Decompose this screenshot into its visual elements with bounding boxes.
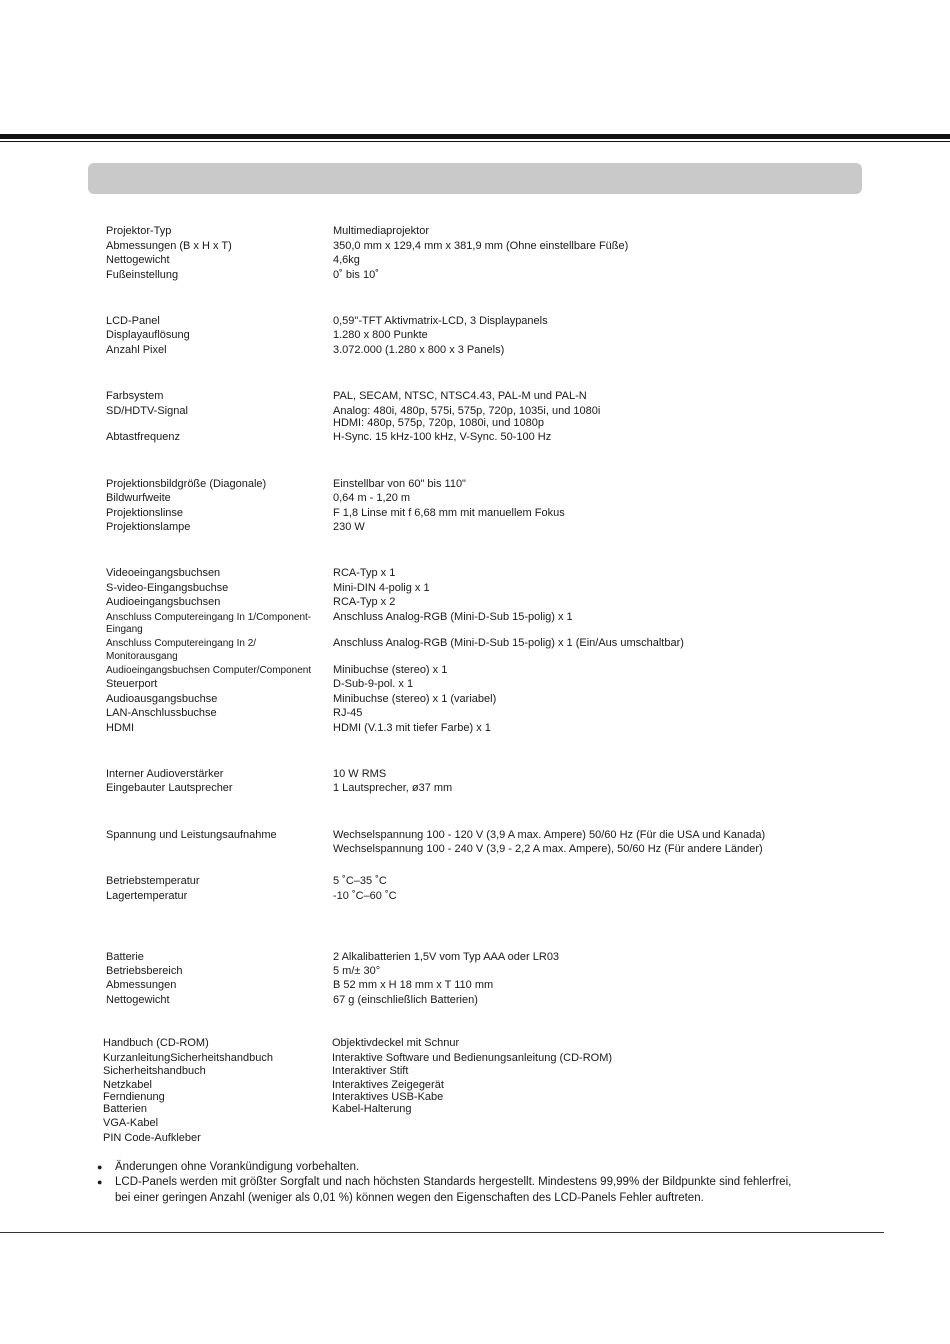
spec-value: 4,6kg xyxy=(333,254,360,266)
spec-value: Einstellbar von 60" bis 110" xyxy=(333,478,466,490)
spec-label: Spannung und Leistungsaufnahme xyxy=(106,829,277,841)
spec-label: Steuerport xyxy=(106,678,158,690)
spec-label: Projektor-Typ xyxy=(106,225,172,237)
spec-value: -10 ˚C–60 ˚C xyxy=(333,890,397,902)
spec-value: B 52 mm x H 18 mm x T 110 mm xyxy=(333,979,494,991)
spec-value: 1 Lautsprecher, ø37 mm xyxy=(333,782,453,794)
spec-value: Mini-DIN 4-polig x 1 xyxy=(333,582,430,594)
spec-label: LAN-Anschlussbuchse xyxy=(106,707,217,719)
spec-value: 5 ˚C–35 ˚C xyxy=(333,875,387,887)
spec-value: 5 m/± 30° xyxy=(333,965,381,977)
spec-value: Multimediaprojektor xyxy=(333,225,429,237)
spec-value: RJ-45 xyxy=(333,707,363,719)
spec-value: 67 g (einschließlich Batterien) xyxy=(333,994,478,1006)
bullet-icon: ● xyxy=(97,1162,103,1172)
spec-label: Abmessungen xyxy=(106,979,177,991)
note-text: LCD-Panels werden mit größter Sorgfalt und nach höchsten Standards hergestellt. Mindestens 99,99% der Bildpunkte sind fehlerfrei, xyxy=(115,1176,792,1188)
accessory-item: Ferndienung xyxy=(103,1091,165,1103)
spec-label: Fußeinstellung xyxy=(106,269,179,281)
top-rule-thin xyxy=(0,141,950,142)
accessory-item: Kabel-Halterung xyxy=(332,1103,412,1115)
spec-value: HDMI: 480p, 575p, 720p, 1080i, und 1080p xyxy=(333,417,544,429)
accessory-item: Netzkabel xyxy=(103,1079,152,1091)
spec-label: Interner Audioverstärker xyxy=(106,768,224,780)
bottom-rule xyxy=(0,1232,884,1233)
section-header-bar xyxy=(88,163,862,194)
spec-value: 230 W xyxy=(333,521,365,533)
spec-value: Analog: 480i, 480p, 575i, 575p, 720p, 1035i, und 1080i xyxy=(333,405,601,417)
spec-value: 0,64 m - 1,20 m xyxy=(333,492,411,504)
top-rule xyxy=(0,134,950,139)
spec-label: Abtastfrequenz xyxy=(106,431,180,443)
spec-label: Audioeingangsbuchsen xyxy=(106,596,221,608)
accessory-item: VGA-Kabel xyxy=(103,1117,159,1129)
accessory-item: Objektivdeckel mit Schnur xyxy=(332,1037,460,1049)
spec-label: Anschluss Computereingang In 2/ xyxy=(106,638,257,649)
spec-value: Anschluss Analog-RGB (Mini-D-Sub 15-polig) x 1 xyxy=(333,611,573,623)
spec-value: Wechselspannung 100 - 240 V (3,9 - 2,2 A max. Ampere), 50/60 Hz (Für andere Länder) xyxy=(333,843,763,855)
spec-value: Anschluss Analog-RGB (Mini-D-Sub 15-polig) x 1 (Ein/Aus umschaltbar) xyxy=(333,637,684,649)
spec-value: D-Sub-9-pol. x 1 xyxy=(333,678,414,690)
note-text: Änderungen ohne Vorankündigung vorbehalten. xyxy=(115,1161,360,1173)
spec-value: 1.280 x 800 Punkte xyxy=(333,329,428,341)
accessory-item: KurzanleitungSicherheitshandbuch xyxy=(103,1052,274,1064)
spec-label: Anzahl Pixel xyxy=(106,344,167,356)
spec-value: H-Sync. 15 kHz-100 kHz, V-Sync. 50-100 Hz xyxy=(333,431,552,443)
spec-value: Minibuchse (stereo) x 1 (variabel) xyxy=(333,693,497,705)
spec-label: HDMI xyxy=(106,722,135,734)
spec-label: Projektionsbildgröße (Diagonale) xyxy=(106,478,267,490)
accessory-item: Interaktives Zeigegerät xyxy=(332,1079,444,1091)
spec-label: SD/HDTV-Signal xyxy=(106,405,188,417)
accessory-item: Interaktiver Stift xyxy=(332,1065,409,1077)
spec-label: Nettogewicht xyxy=(106,254,170,266)
accessory-item: Interaktive Software und Bedienungsanleitung (CD-ROM) xyxy=(332,1052,613,1064)
spec-value: RCA-Typ x 1 xyxy=(333,567,396,579)
spec-label: Bildwurfweite xyxy=(106,492,171,504)
spec-label: Farbsystem xyxy=(106,390,164,402)
spec-value: Minibuchse (stereo) x 1 xyxy=(333,664,448,676)
spec-label: Videoeingangsbuchsen xyxy=(106,567,221,579)
accessory-item: Sicherheitshandbuch xyxy=(103,1065,206,1077)
spec-label: Nettogewicht xyxy=(106,994,170,1006)
spec-label: Displayauflösung xyxy=(106,329,190,341)
spec-label: Eingebauter Lautsprecher xyxy=(106,782,233,794)
note-text: bei einer geringen Anzahl (weniger als 0,01 %) können wegen den Eigenschaften des LCD-Panels Fehler auftreten. xyxy=(115,1192,704,1204)
spec-label: Projektionslinse xyxy=(106,507,184,519)
spec-label: Lagertemperatur xyxy=(106,890,188,902)
spec-label: Audioausgangsbuchse xyxy=(106,693,218,705)
spec-label: Eingang xyxy=(106,624,143,635)
spec-value: 0,59"-TFT Aktivmatrix-LCD, 3 Displaypanels xyxy=(333,315,548,327)
spec-value: F 1,8 Linse mit f 6,68 mm mit manuellem Fokus xyxy=(333,507,565,519)
accessory-item: Batterien xyxy=(103,1103,148,1115)
spec-value: RCA-Typ x 2 xyxy=(333,596,396,608)
spec-label: Batterie xyxy=(106,951,144,963)
spec-label: LCD-Panel xyxy=(106,315,160,327)
spec-label: Projektionslampe xyxy=(106,521,191,533)
spec-value: 350,0 mm x 129,4 mm x 381,9 mm (Ohne einstellbare Füße) xyxy=(333,240,629,252)
spec-label: Monitorausgang xyxy=(106,651,178,662)
spec-value: PAL, SECAM, NTSC, NTSC4.43, PAL-M und PAL-N xyxy=(333,390,587,402)
spec-value: HDMI (V.1.3 mit tiefer Farbe) x 1 xyxy=(333,722,491,734)
spec-label: Abmessungen (B x H x T) xyxy=(106,240,232,252)
bullet-icon: ● xyxy=(97,1177,103,1187)
spec-label: S-video-Eingangsbuchse xyxy=(106,582,229,594)
spec-label: Betriebstemperatur xyxy=(106,875,200,887)
spec-value: 0˚ bis 10˚ xyxy=(333,269,379,281)
accessory-item: PIN Code-Aufkleber xyxy=(103,1132,201,1144)
spec-label: Audioeingangsbuchsen Computer/Component xyxy=(106,665,312,676)
accessory-item: Interaktives USB-Kabe xyxy=(332,1091,444,1103)
spec-label: Betriebsbereich xyxy=(106,965,183,977)
spec-value: Wechselspannung 100 - 120 V (3,9 A max. Ampere) 50/60 Hz (Für die USA und Kanada) xyxy=(333,829,766,841)
accessory-item: Handbuch (CD-ROM) xyxy=(103,1037,209,1049)
spec-value: 10 W RMS xyxy=(333,768,387,780)
spec-label: Anschluss Computereingang In 1/Component- xyxy=(106,612,312,623)
spec-value: 3.072.000 (1.280 x 800 x 3 Panels) xyxy=(333,344,505,356)
spec-value: 2 Alkalibatterien 1,5V vom Typ AAA oder LR03 xyxy=(333,951,560,963)
